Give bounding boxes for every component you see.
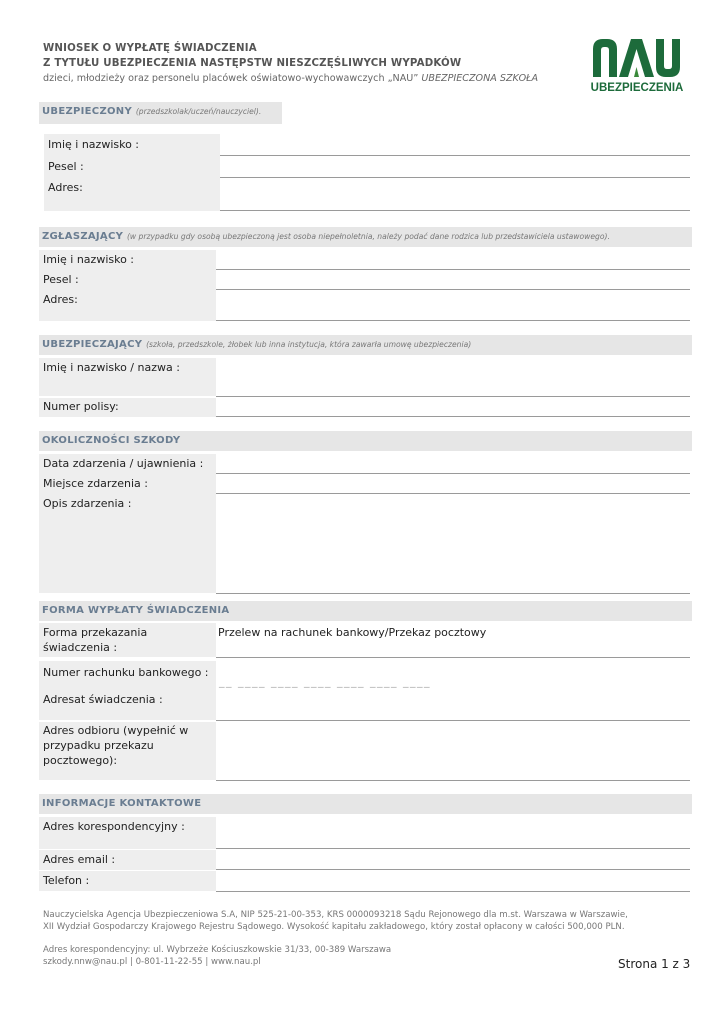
label-event-date: Data zdarzenia / ujawnienia : — [39, 454, 216, 474]
page-number: Strona 1 z 3 — [618, 957, 691, 971]
section-circumstances-header — [39, 431, 692, 451]
label-email: Adres email : — [39, 850, 216, 870]
label-applicant-name: Imię i nazwisko : — [39, 250, 216, 270]
section-note: (w przypadku gdy osobą ubezpieczoną jest osoba niepełnoletnia, należy podać dane rodzica lub przedstawiciela ustawowego). — [126, 232, 610, 241]
footer-contacts: szkody.nnw@nau.pl | 0-801-11-22-55 | www.nau.pl — [43, 957, 261, 967]
description-text: dzieci, młodzieży oraz personelu placówek oświatowo-wychowawczych „NAU” — [43, 73, 422, 84]
footer-registry-info: XII Wydział Gospodarczy Krajowego Rejestru Sądowego. Wysokość kapitału zakładowego, który został opłacony w całości 500,000 PLN. — [43, 922, 625, 932]
label-event-place: Miejsce zdarzenia : — [39, 474, 216, 494]
section-title: UBEZPIECZAJĄCY — [42, 339, 143, 350]
applicant-pesel-field[interactable] — [216, 289, 690, 290]
section-applicant-header — [39, 227, 692, 247]
insured-pesel-field[interactable] — [220, 177, 690, 178]
policyholder-name-field[interactable] — [216, 396, 690, 397]
section-note: (szkoła, przedszkole, żłobek lub inna instytucja, która zawarła umowę ubezpieczenia) — [146, 340, 472, 349]
section-title: OKOLICZNOŚCI SZKODY — [42, 435, 181, 446]
nau-logo — [590, 37, 686, 95]
label-insured-pesel: Pesel : — [44, 156, 220, 178]
label-policyholder-name: Imię i nazwisko / nazwa : — [39, 358, 216, 396]
section-title: INFORMACJE KONTAKTOWE — [42, 798, 202, 809]
payment-form-value[interactable]: Przelew na rachunek bankowy/Przekaz pocztowy — [218, 626, 487, 639]
label-insured-address: Adres: — [44, 178, 220, 211]
insured-name-field[interactable] — [220, 155, 690, 156]
label-insured-name: Imię i nazwisko : — [44, 134, 220, 156]
payment-form-field[interactable] — [216, 657, 690, 658]
label-phone: Telefon : — [39, 871, 216, 891]
label-payment-form: Forma przekazania świadczenia : — [39, 623, 216, 657]
applicant-address-field[interactable] — [216, 320, 690, 321]
section-note: (przedszkolak/uczeń/nauczyciel). — [135, 107, 262, 116]
section-title: ZGŁASZAJĄCY — [42, 231, 124, 242]
correspondence-address-field[interactable] — [216, 848, 690, 849]
event-description-field[interactable] — [216, 593, 690, 594]
label-correspondence-address: Adres korespondencyjny : — [39, 817, 216, 849]
label-policy-number: Numer polisy: — [39, 398, 216, 417]
logo-text: UBEZPIECZENIA — [590, 82, 684, 94]
footer-correspondence-address: Adres korespondencyjny: ul. Wybrzeże Kościuszkowskie 31/33, 00-389 Warszawa — [43, 945, 392, 955]
pickup-address-field[interactable] — [216, 780, 690, 781]
label-applicant-pesel: Pesel : — [39, 270, 216, 290]
applicant-name-field[interactable] — [216, 269, 690, 270]
phone-field[interactable] — [216, 891, 690, 892]
description-product: UBEZPIECZONA SZKOŁA — [421, 73, 539, 84]
label-pickup-address: Adres odbioru (wypełnić w przypadku przekazu pocztowego): — [39, 722, 216, 780]
bank-account-field[interactable]: __ ____ ____ ____ ____ ____ ____ — [219, 675, 431, 688]
section-payment-header — [39, 601, 692, 621]
section-insured-header — [39, 102, 282, 124]
section-policyholder-header — [39, 335, 692, 355]
recipient-field[interactable] — [216, 720, 690, 721]
insured-address-field[interactable] — [220, 210, 690, 211]
label-event-description: Opis zdarzenia : — [39, 494, 216, 593]
form-subtitle: Z TYTUŁU UBEZPIECZENIA NASTĘPSTW NIESZCZĘŚLIWYCH WYPADKÓW — [43, 58, 462, 69]
nau-logo-mark-icon — [590, 37, 686, 95]
label-recipient: Adresat świadczenia : — [39, 688, 216, 720]
event-date-field[interactable] — [216, 473, 690, 474]
form-description — [43, 73, 538, 84]
event-place-field[interactable] — [216, 493, 690, 494]
footer-company-info: Nauczycielska Agencja Ubezpieczeniowa S.A, NIP 525-21-00-353, KRS 0000093218 Sądu Rejonowego dla m.st. Warszawa w Warszawie, — [43, 910, 628, 920]
label-bank-account: Numer rachunku bankowego : — [39, 661, 216, 688]
section-contact-header — [39, 794, 692, 814]
email-field[interactable] — [216, 869, 690, 870]
form-title: WNIOSEK O WYPŁATĘ ŚWIADCZENIA — [43, 43, 257, 54]
label-applicant-address: Adres: — [39, 290, 216, 321]
section-title: UBEZPIECZONY — [42, 106, 133, 117]
policy-number-field[interactable] — [216, 416, 690, 417]
section-title: FORMA WYPŁATY ŚWIADCZENIA — [42, 605, 230, 616]
